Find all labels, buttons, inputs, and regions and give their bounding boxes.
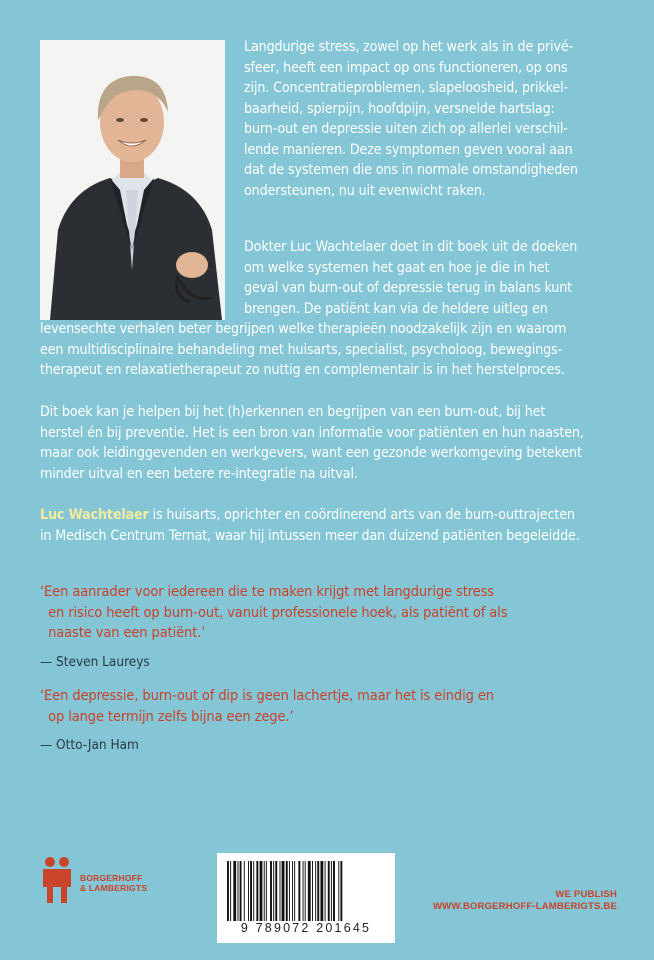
barcode-bar (333, 861, 335, 921)
barcode-bar (244, 861, 245, 921)
text-line: minder uitval en een betere re-integratie na uitval. (40, 465, 358, 482)
web-tagline: WE PUBLISH (555, 889, 617, 900)
barcode-bar (248, 861, 249, 921)
second-paragraph-top (244, 237, 624, 319)
text-line: ondersteunen, nu uit evenwicht raken. (244, 182, 486, 199)
text-line: geval van burn-out of depressie terug in balans kunt (244, 280, 572, 296)
barcode-bar (240, 861, 242, 921)
text-line: dat de systemen die ons in normale omstandigheden (244, 162, 578, 178)
review-quote (40, 686, 620, 727)
text-line: maar ook leidinggevenden en werkgevers, want een gezonde werkomgeving betekent (40, 445, 582, 461)
text-line: Dit boek kan je helpen bij het (h)erkennen en begrijpen van een burn-out, bij het (40, 404, 546, 420)
barcode-bar (328, 861, 330, 921)
quote-line: ‘Een aanrader voor iedereen die te maken krijgt met langdurige stress (40, 584, 494, 600)
text-line: sfeer, heeft een impact op ons functioneren, op ons (244, 59, 568, 76)
barcode-bar (305, 861, 306, 921)
barcode-bar (273, 861, 274, 921)
barcode-bar (317, 861, 319, 921)
text-line: brengen. De patiënt kan via de heldere uitleg en (244, 300, 548, 317)
text-line: burn-out en depressie uiten zich op allerlei verschil- (244, 121, 568, 137)
barcode-bar (280, 861, 281, 921)
isbn-number: 9 789072 201645 (240, 921, 372, 935)
text-line: herstel én bij preventie. Het is een bron van informatie voor patiënten en hun naasten, (40, 424, 584, 441)
barcode-bar (340, 861, 342, 921)
bio-line: in Medisch Centrum Ternat, waar hij intussen meer dan duizend patiënten begeleidde. (40, 527, 580, 544)
quote-line: naaste van een patiënt.’ (40, 625, 206, 641)
barcode-bar (253, 861, 254, 921)
text-line: een multidisciplinaire behandeling met huisarts, specialist, psycholoog, bewegings- (40, 341, 563, 358)
barcode-bar (331, 861, 332, 921)
quote-line: op lange termijn zelfs bijna een zege.’ (40, 708, 294, 725)
barcode-bar (298, 861, 300, 921)
quote-author: — Steven Laureys (40, 654, 150, 670)
author-name: Luc Wachtelaer (40, 507, 149, 523)
barcode-bar (294, 861, 295, 921)
quote-line: ‘Een depressie, burn-out of dip is geen lachertje, maar het is eindig en (40, 688, 494, 704)
quote-author: — Otto-Jan Ham (40, 737, 139, 753)
barcode-bar (250, 861, 252, 921)
second-paragraph-bottom (40, 319, 620, 381)
text-line: therapeut en relaxatietherapeut zo nuttig en complementair is in het herstelproces. (40, 362, 565, 378)
review-quote (40, 582, 620, 644)
barcode-bar (233, 861, 236, 921)
barcode-bar (286, 861, 288, 921)
text-line: zijn. Concentratieproblemen, slapeloosheid, prikkel- (244, 80, 568, 96)
barcode-bar (303, 861, 304, 921)
text-line: levensechte verhalen beter begrijpen welke therapieën noodzakelijk zijn en waarom (40, 321, 567, 337)
barcode-bar (320, 861, 323, 921)
barcode-bar (238, 861, 239, 921)
text-line: baarheid, spierpijn, hoofdpijn, versnelde hartslag: (244, 100, 555, 117)
text-line: Dokter Luc Wachtelaer doet in dit boek uit de doeken (244, 239, 578, 255)
barcode-bar (289, 861, 290, 921)
author-photo (40, 40, 225, 320)
author-bio (40, 505, 620, 546)
publisher-line: & LAMBERIGTS (80, 883, 148, 893)
barcode-bar (308, 861, 311, 921)
barcode-bar (275, 861, 277, 921)
text-line: om welke systemen het gaat en hoe je die in het (244, 259, 550, 276)
publisher-website (433, 889, 617, 913)
barcode-bar (338, 861, 339, 921)
barcode-bar (260, 861, 263, 921)
barcode-bar (264, 861, 265, 921)
isbn-barcode (217, 853, 395, 943)
author-portrait-image (40, 40, 225, 320)
bio-text: is huisarts, oprichter en coördinerend arts van de burn-outtrajecten (148, 507, 575, 523)
text-line: Langdurige stress, zowel op het werk als in de privé- (244, 39, 574, 55)
publisher-logo-icon (37, 855, 77, 903)
bio-line (40, 505, 620, 526)
barcode-bar (292, 861, 293, 921)
web-url: WWW.BORGERHOFF-LAMBERIGTS.BE (433, 901, 617, 912)
barcode-bar (227, 861, 229, 921)
barcode-bar (270, 861, 272, 921)
barcode-bar (312, 861, 313, 921)
barcode-bar (325, 861, 326, 921)
intro-paragraph (244, 37, 624, 201)
third-paragraph (40, 402, 620, 484)
barcode-icon (225, 861, 387, 921)
barcode-bar (256, 861, 258, 921)
barcode-bar (266, 861, 267, 921)
barcode-bar (315, 861, 316, 921)
barcode-bar (282, 861, 285, 921)
text-line: lende manieren. Deze symptomen geven vooral aan (244, 141, 573, 158)
publisher-line: BORGERHOFF (80, 873, 143, 883)
publisher-name (80, 873, 147, 893)
barcode-bar (230, 861, 231, 921)
quote-line: en risico heeft op burn-out, vanuit professionele hoek, als patiënt of als (40, 604, 508, 621)
